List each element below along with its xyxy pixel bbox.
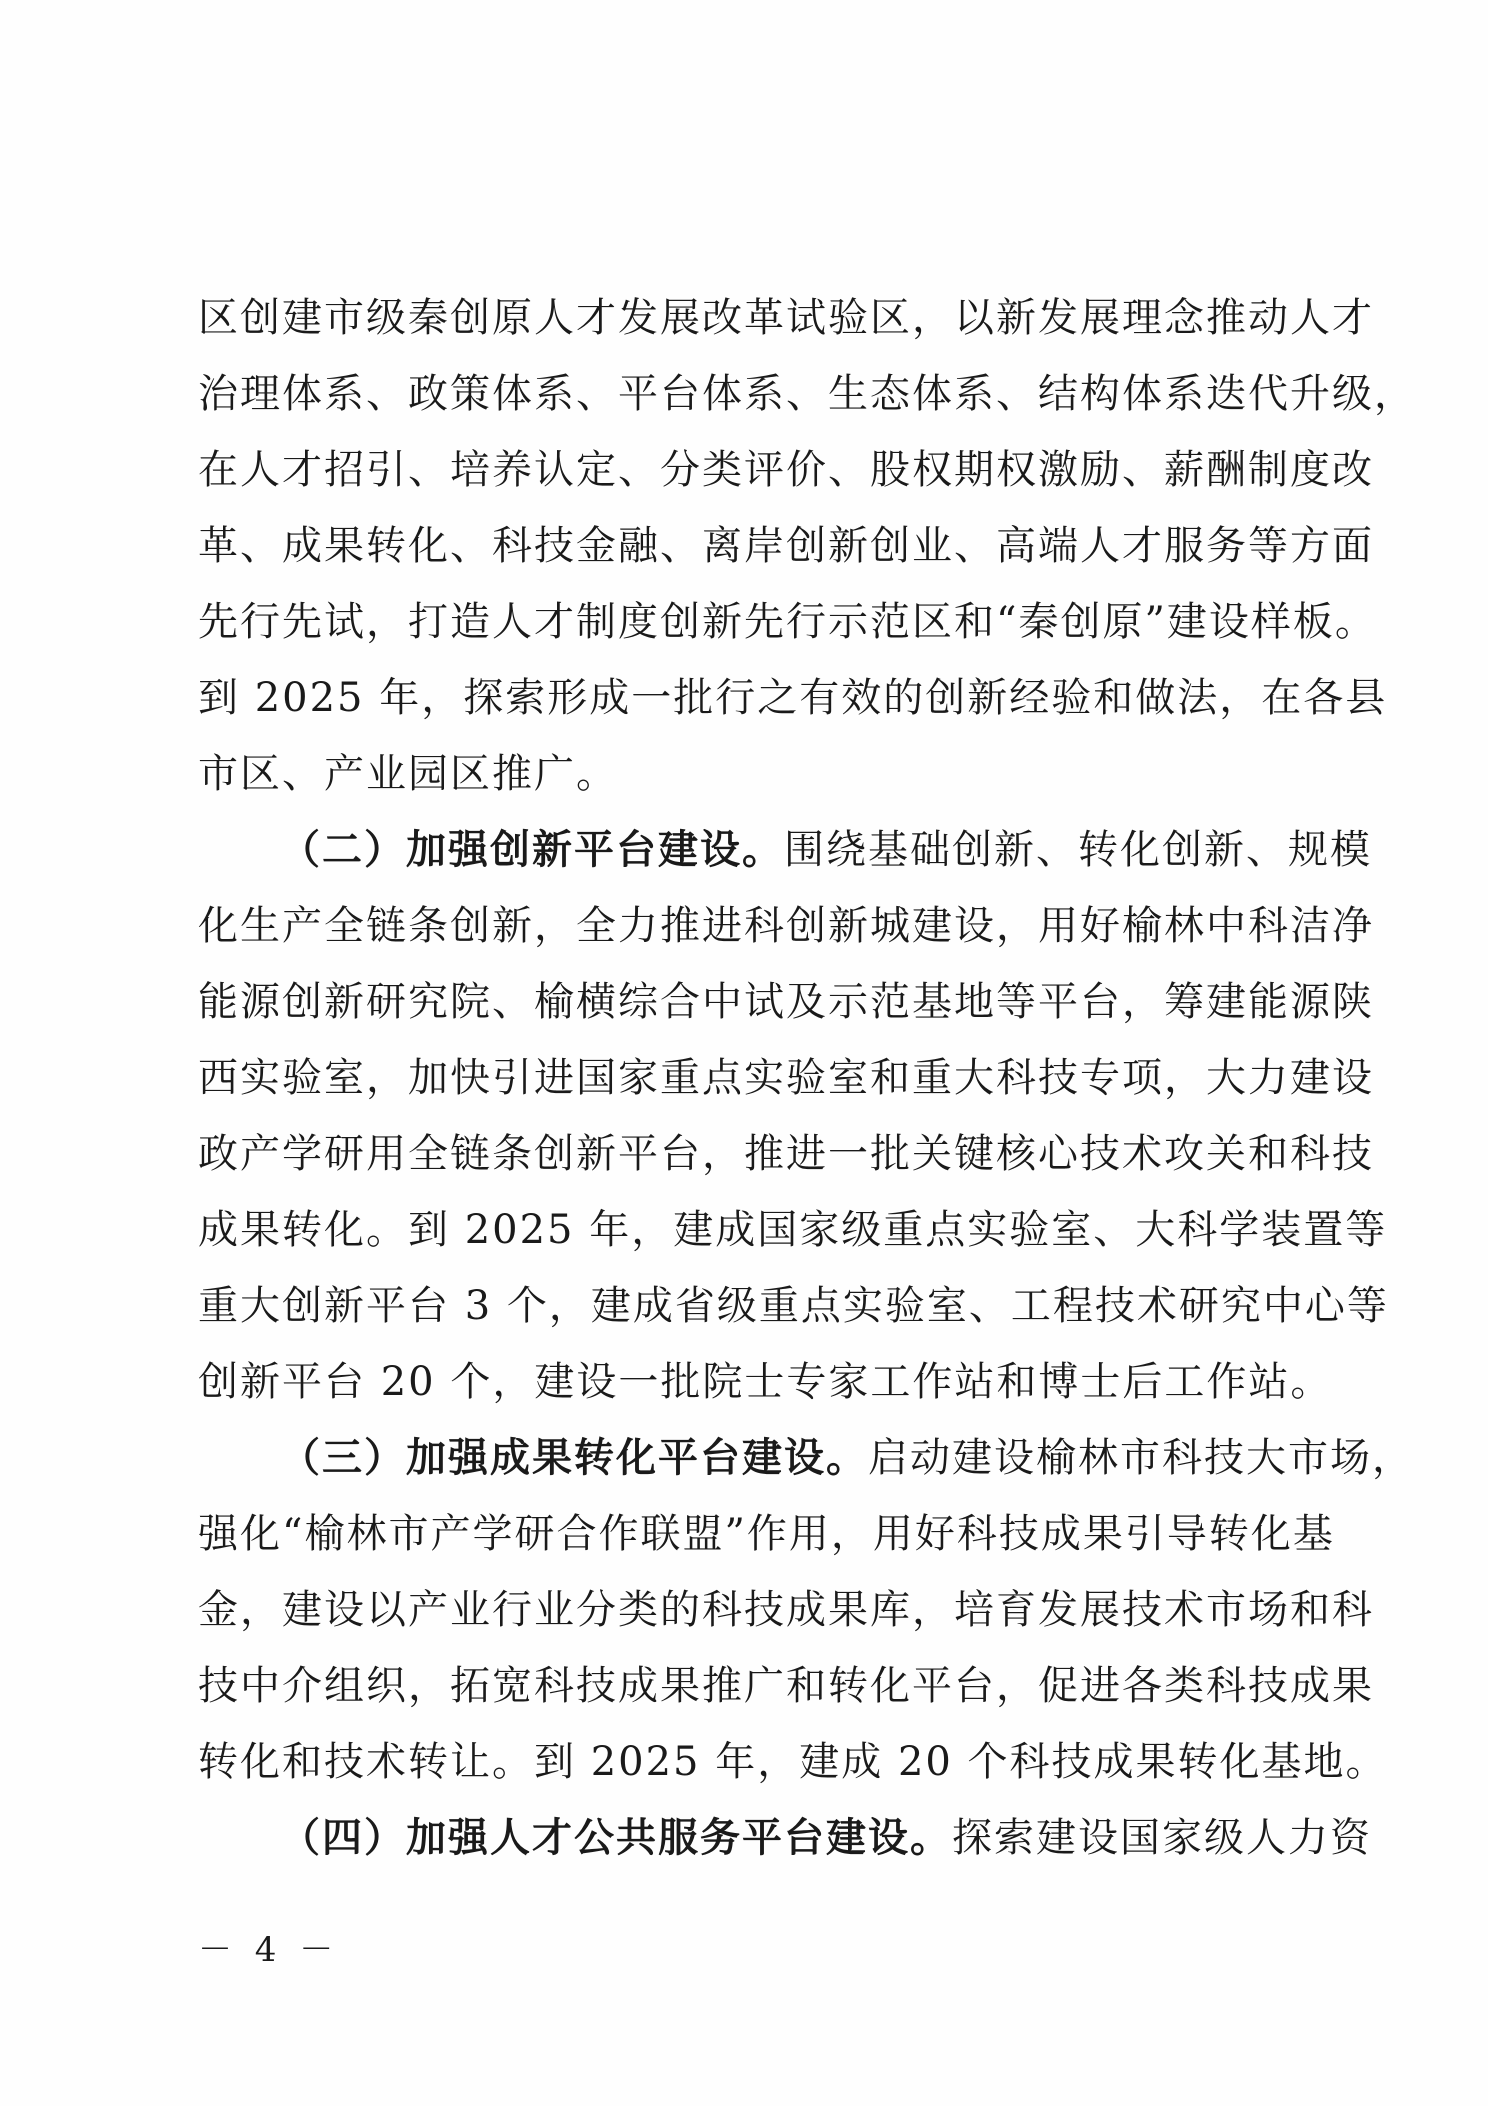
section-4-heading: （四）加强人才公共服务平台建设。 — [280, 1815, 952, 1861]
text-line: 金，建设以产业行业分类的科技成果库，培育发展技术市场和科 — [198, 1587, 1374, 1633]
text-line: 创新平台 20 个，建设一批院士专家工作站和博士后工作站。 — [198, 1359, 1333, 1405]
page-number: － 4 － — [198, 1930, 340, 1970]
section-4-first-line-text: 探索建设国家级人力资 — [952, 1815, 1372, 1861]
section-3-first-line-text: 启动建设榆林市科技大市场， — [868, 1435, 1414, 1481]
section-2-heading: （二）加强创新平台建设。 — [280, 827, 784, 873]
text-line: 西实验室，加快引进国家重点实验室和重大科技专项，大力建设 — [198, 1055, 1374, 1101]
text-line: 政产学研用全链条创新平台，推进一批关键核心技术攻关和科技 — [198, 1131, 1374, 1177]
text-line: 技中介组织，拓宽科技成果推广和转化平台，促进各类科技成果 — [198, 1663, 1374, 1709]
text-line: 到 2025 年，探索形成一批行之有效的创新经验和做法，在各县 — [198, 675, 1388, 721]
text-line: 强化“榆林市产学研合作联盟”作用，用好科技成果引导转化基 — [198, 1511, 1335, 1557]
text-line: 化生产全链条创新，全力推进科创新城建设，用好榆林中科洁净 — [198, 903, 1374, 949]
text-line: 市区、产业园区推广。 — [198, 751, 618, 797]
section-2-first-line — [198, 812, 1372, 888]
text-line: 能源创新研究院、榆横综合中试及示范基地等平台，筹建能源陕 — [198, 979, 1374, 1025]
text-line: 重大创新平台 3 个，建成省级重点实验室、工程技术研究中心等 — [198, 1283, 1389, 1329]
text-line: 成果转化。到 2025 年，建成国家级重点实验室、大科学装置等 — [198, 1207, 1388, 1253]
text-line: 先行先试，打造人才制度创新先行示范区和“秦创原”建设样板。 — [198, 599, 1377, 645]
section-3-heading: （三）加强成果转化平台建设。 — [280, 1435, 868, 1481]
text-line: 在人才招引、培养认定、分类评价、股权期权激励、薪酬制度改 — [198, 447, 1374, 493]
text-line: 区创建市级秦创原人才发展改革试验区，以新发展理念推动人才 — [198, 295, 1374, 341]
text-line: 转化和技术转让。到 2025 年，建成 20 个科技成果转化基地。 — [198, 1739, 1388, 1785]
section-3-first-line — [198, 1420, 1414, 1496]
text-line: 革、成果转化、科技金融、离岸创新创业、高端人才服务等方面 — [198, 523, 1374, 569]
section-4-first-line — [198, 1800, 1372, 1876]
text-line: 治理体系、政策体系、平台体系、生态体系、结构体系迭代升级， — [198, 371, 1416, 417]
section-2-first-line-text: 围绕基础创新、转化创新、规模 — [784, 827, 1372, 873]
document-body — [198, 280, 1416, 1876]
